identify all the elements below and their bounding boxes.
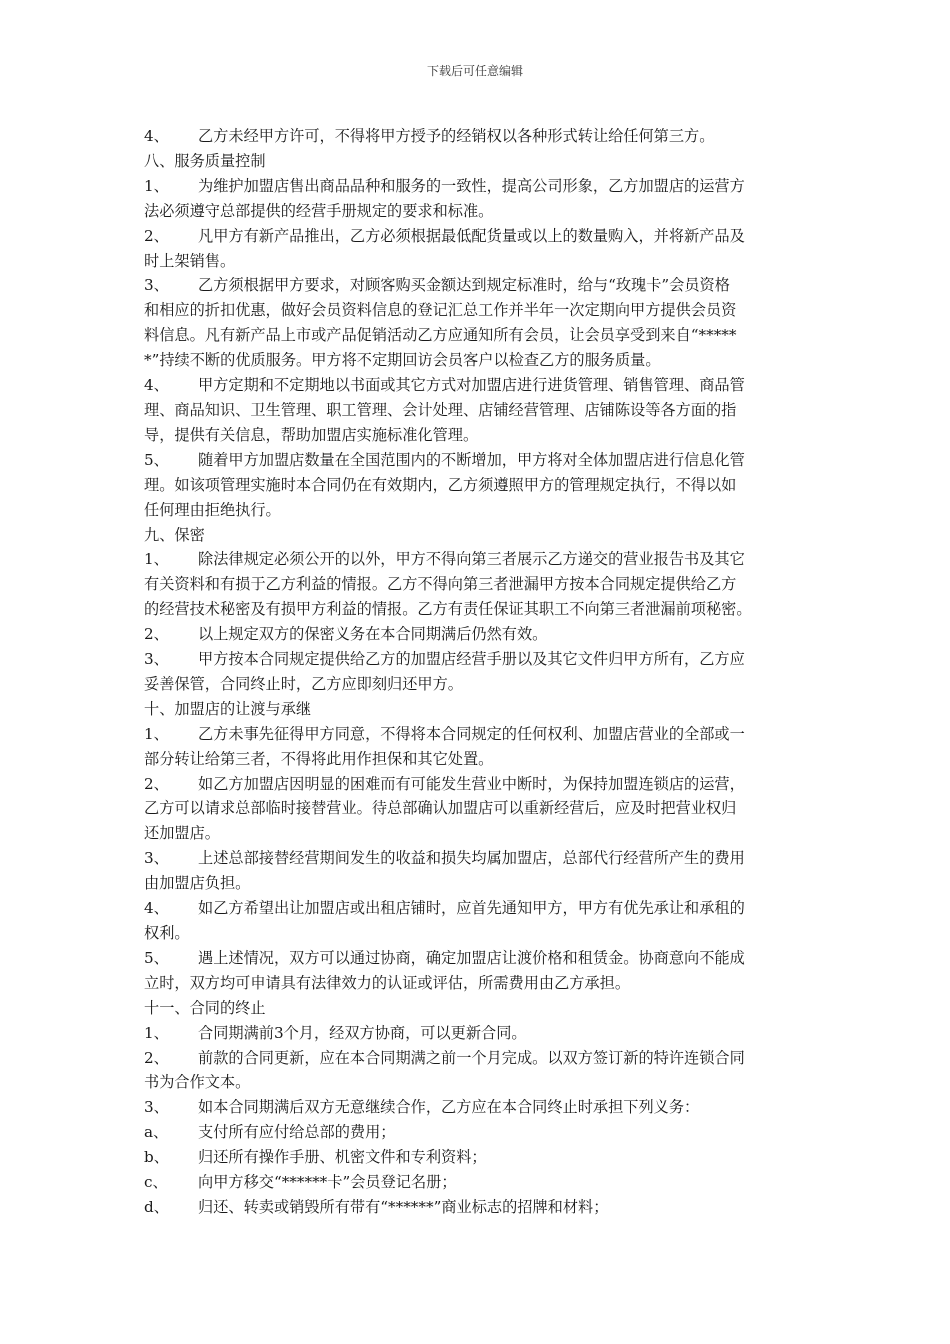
text-line <box>144 423 804 448</box>
line-text: 乙方未事先征得甲方同意，不得将本合同规定的任何权利、加盟店营业的全部或一 <box>198 724 745 743</box>
item-number: 4、 <box>144 899 169 918</box>
numbered-line <box>144 224 804 249</box>
text-line <box>144 971 804 996</box>
line-text: 合同期满前3个月，经双方协商，可以更新合同。 <box>198 1023 527 1042</box>
item-number: 3、 <box>144 1098 169 1117</box>
item-number: 1、 <box>144 1023 169 1042</box>
line-text: *”持续不断的优质服务。甲方将不定期回访会员客户以检查乙方的服务质量。 <box>144 351 661 370</box>
numbered-line <box>144 1095 804 1120</box>
line-text: 和相应的折扣优惠，做好会员资料信息的登记汇总工作并半年一次定期向甲方提供会员资 <box>144 301 737 320</box>
line-text: 法必须遵守总部提供的经营手册规定的要求和标准。 <box>144 201 494 220</box>
numbered-line <box>144 722 804 747</box>
line-text: 如乙方希望出让加盟店或出租店铺时，应首先通知甲方，甲方有优先承让和承租的 <box>198 899 745 918</box>
line-text: 为维护加盟店售出商品品种和服务的一致性，提高公司形象，乙方加盟店的运营方 <box>198 176 745 195</box>
numbered-line <box>144 896 804 921</box>
item-number: 3、 <box>144 650 169 669</box>
text-line <box>144 1070 804 1095</box>
line-text: 部分转让给第三者，不得将此用作担保和其它处置。 <box>144 749 494 768</box>
line-text: 支付所有应付给总部的费用； <box>198 1123 396 1142</box>
line-text: 甲方按本合同规定提供给乙方的加盟店经营手册以及其它文件归甲方所有，乙方应 <box>198 650 745 669</box>
line-text: 料信息。凡有新产品上市或产品促销活动乙方应通知所有会员，让会员享受到来自“***** <box>144 326 737 345</box>
item-number: 3、 <box>144 849 169 868</box>
text-line <box>144 323 804 348</box>
contract-body <box>144 124 804 1220</box>
line-text: 凡甲方有新产品推出，乙方必须根据最低配货量或以上的数量购入，并将新产品及 <box>198 226 745 245</box>
numbered-line <box>144 772 804 797</box>
line-text: 还加盟店。 <box>144 824 220 843</box>
line-text: 任何理由拒绝执行。 <box>144 500 281 519</box>
line-text: 随着甲方加盟店数量在全国范围内的不断增加，甲方将对全体加盟店进行信息化管 <box>198 450 745 469</box>
numbered-line <box>144 622 804 647</box>
numbered-line <box>144 124 804 149</box>
item-number: 3、 <box>144 276 169 295</box>
item-number: 5、 <box>144 948 169 967</box>
line-text: 乙方可以请求总部临时接替营业。待总部确认加盟店可以重新经营后，应及时把营业权归 <box>144 799 737 818</box>
line-text: 十一、合同的终止 <box>144 998 266 1017</box>
item-number: d、 <box>144 1197 169 1216</box>
line-text: 甲方定期和不定期地以书面或其它方式对加盟店进行进货管理、销售管理、商品管 <box>198 376 745 395</box>
text-line <box>144 796 804 821</box>
item-number: 1、 <box>144 724 169 743</box>
numbered-line <box>144 1195 804 1220</box>
line-text: 以上规定双方的保密义务在本合同期满后仍然有效。 <box>198 625 548 644</box>
text-line <box>144 871 804 896</box>
line-text: 乙方须根据甲方要求，对顾客购买金额达到规定标准时，给与“玫瑰卡”会员资格 <box>198 276 730 295</box>
numbered-line <box>144 547 804 572</box>
line-text: 遇上述情况，双方可以通过协商，确定加盟店让渡价格和租赁金。协商意向不能成 <box>198 948 745 967</box>
text-line <box>144 348 804 373</box>
text-line <box>144 249 804 274</box>
text-line <box>144 523 804 548</box>
item-number: 5、 <box>144 450 169 469</box>
line-text: 除法律规定必须公开的以外，甲方不得向第三者展示乙方递交的营业报告书及其它 <box>198 550 745 569</box>
item-number: 4、 <box>144 376 169 395</box>
item-number: 2、 <box>144 226 169 245</box>
text-line <box>144 199 804 224</box>
item-number: c、 <box>144 1173 168 1192</box>
numbered-line <box>144 448 804 473</box>
text-line <box>144 697 804 722</box>
item-number: 2、 <box>144 1048 169 1067</box>
item-number: 2、 <box>144 774 169 793</box>
text-line <box>144 921 804 946</box>
line-text: 的经营技术秘密及有损甲方利益的情报。乙方有责任保证其职工不向第三者泄漏前项秘密。 <box>144 600 752 619</box>
line-text: 理、商品知识、卫生管理、职工管理、会计处理、店铺经营管理、店铺陈设等各方面的指 <box>144 400 737 419</box>
line-text: 有关资料和有损于乙方利益的情报。乙方不得向第三者泄漏甲方按本合同规定提供给乙方 <box>144 575 737 594</box>
numbered-line <box>144 946 804 971</box>
item-number: 1、 <box>144 550 169 569</box>
line-text: 前款的合同更新，应在本合同期满之前一个月完成。以双方签订新的特许连锁合同 <box>198 1048 745 1067</box>
text-line <box>144 597 804 622</box>
item-number: 1、 <box>144 176 169 195</box>
numbered-line <box>144 1145 804 1170</box>
text-line <box>144 747 804 772</box>
item-number: 2、 <box>144 625 169 644</box>
text-line <box>144 821 804 846</box>
line-text: 立时，双方均可申请具有法律效力的认证或评估，所需费用由乙方承担。 <box>144 973 630 992</box>
line-text: 由加盟店负担。 <box>144 874 251 893</box>
line-text: 妥善保管，合同终止时，乙方应即刻归还甲方。 <box>144 674 463 693</box>
numbered-line <box>144 273 804 298</box>
line-text: 归还、转卖或销毁所有带有“******”商业标志的招牌和材料； <box>198 1197 609 1216</box>
numbered-line <box>144 846 804 871</box>
numbered-line <box>144 373 804 398</box>
text-line <box>144 473 804 498</box>
text-line <box>144 149 804 174</box>
line-text: 八、服务质量控制 <box>144 151 266 170</box>
line-text: 归还所有操作手册、机密文件和专利资料； <box>198 1148 487 1167</box>
text-line <box>144 672 804 697</box>
text-line <box>144 298 804 323</box>
line-text: 导，提供有关信息，帮助加盟店实施标准化管理。 <box>144 425 479 444</box>
line-text: 向甲方移交“******卡”会员登记名册； <box>198 1173 457 1192</box>
numbered-line <box>144 1021 804 1046</box>
line-text: 十、加盟店的让渡与承继 <box>144 699 312 718</box>
item-number: a、 <box>144 1123 169 1142</box>
line-text: 上述总部接替经营期间发生的收益和损失均属加盟店，总部代行经营所产生的费用 <box>198 849 745 868</box>
text-line <box>144 498 804 523</box>
numbered-line <box>144 1120 804 1145</box>
numbered-line <box>144 1046 804 1071</box>
page-header: 下载后可任意编辑 <box>426 64 523 78</box>
numbered-line <box>144 647 804 672</box>
line-text: 九、保密 <box>144 525 205 544</box>
line-text: 乙方未经甲方许可，不得将甲方授予的经销权以各种形式转让给任何第三方。 <box>198 127 715 145</box>
text-line <box>144 572 804 597</box>
line-text: 如本合同期满后双方无意继续合作，乙方应在本合同终止时承担下列义务： <box>198 1098 700 1117</box>
line-text: 时上架销售。 <box>144 251 236 270</box>
numbered-line <box>144 174 804 199</box>
line-text: 理。如该项管理实施时本合同仍在有效期内，乙方须遵照甲方的管理规定执行，不得以如 <box>144 475 737 494</box>
numbered-line <box>144 1170 804 1195</box>
line-text: 书为合作文本。 <box>144 1073 251 1092</box>
line-text: 权利。 <box>144 924 190 942</box>
text-line <box>144 996 804 1021</box>
text-line <box>144 398 804 423</box>
line-text: 如乙方加盟店因明显的困难而有可能发生营业中断时，为保持加盟连锁店的运营， <box>198 774 745 793</box>
item-number: b、 <box>144 1148 169 1167</box>
item-number: 4、 <box>144 127 169 145</box>
